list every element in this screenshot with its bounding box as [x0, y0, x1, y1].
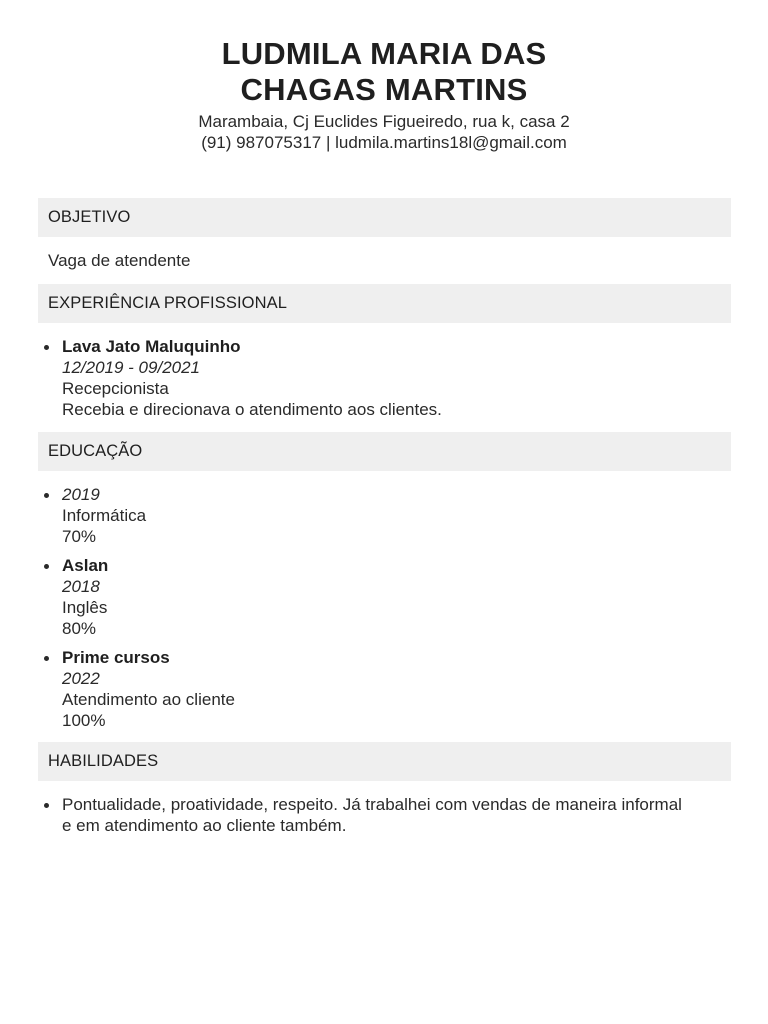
education-course: Informática [62, 506, 147, 525]
education-institution: Aslan [62, 556, 109, 575]
education-course: Inglês [62, 598, 108, 617]
experience-company: Lava Jato Maluquinho [62, 337, 241, 356]
resume-header [0, 36, 768, 153]
experience-list [62, 336, 722, 420]
section-heading-experiencia: EXPERIÊNCIA PROFISSIONAL [38, 284, 731, 323]
list-item-skill: Pontualidade, proatividade, respeito. Já trabalhei com vendas de maneira informal e em atendimento ao cliente também. [62, 794, 692, 836]
objective-text: Vaga de atendente [48, 251, 191, 270]
education-year: 2018 [62, 577, 100, 596]
section-heading-objetivo: OBJETIVO [38, 198, 731, 237]
candidate-name-line2: CHAGAS MARTINS [240, 72, 528, 107]
education-course: Atendimento ao cliente [62, 690, 235, 709]
list-item-education [62, 484, 722, 547]
address-line: Marambaia, Cj Euclides Figueiredo, rua k, casa 2 [198, 112, 570, 131]
experience-description: Recebia e direcionava o atendimento aos clientes. [62, 400, 442, 419]
education-progress: 70% [62, 527, 97, 546]
candidate-name-line1: LUDMILA MARIA DAS [221, 36, 547, 71]
section-heading-educacao: EDUCAÇÃO [38, 432, 731, 471]
list-item-experience [62, 336, 722, 420]
education-year: 2022 [62, 669, 100, 688]
contact-block [0, 111, 768, 153]
experience-role: Recepcionista [62, 379, 169, 398]
skills-list [62, 794, 692, 836]
education-list [62, 484, 722, 731]
candidate-name [0, 36, 768, 108]
phone-email-line: (91) 987075317 | ludmila.martins18l@gmail.com [201, 133, 567, 152]
experience-period: 12/2019 - 09/2021 [62, 358, 201, 377]
education-institution: Prime cursos [62, 648, 170, 667]
education-year: 2019 [62, 485, 100, 504]
education-progress: 80% [62, 619, 97, 638]
education-progress: 100% [62, 711, 106, 730]
list-item-education [62, 647, 722, 731]
list-item-education [62, 555, 722, 639]
section-heading-habilidades: HABILIDADES [38, 742, 731, 781]
